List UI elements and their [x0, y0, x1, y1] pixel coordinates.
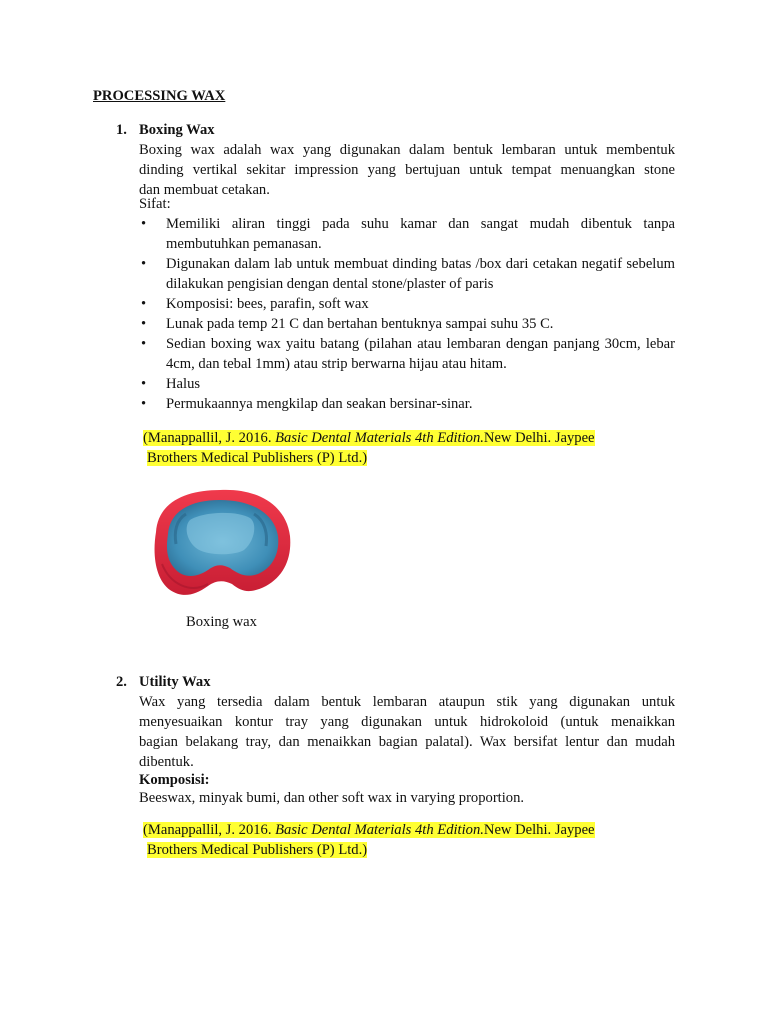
description-line: Boxing wax adalah wax yang digunakan dalam bentuk lembaran untuk membentuk	[139, 142, 675, 158]
komposisi-text: Beeswax, minyak bumi, dan other soft wax in varying proportion.	[139, 790, 525, 806]
boxing-wax-image	[146, 484, 294, 602]
section-2-number: 2.	[116, 674, 127, 690]
description-line: dibentuk.	[139, 754, 194, 770]
section-2-title: Utility Wax	[139, 674, 211, 690]
list-item: • Komposisi: bees, parafin, soft wax	[141, 296, 369, 312]
komposisi-label: Komposisi:	[139, 772, 210, 788]
figure-caption: Boxing wax	[186, 614, 257, 630]
sifat-list	[139, 214, 675, 414]
description-line: menyesuaikan kontur tray yang digunakan untuk hidrokoloid (untuk menaikkan	[139, 714, 675, 730]
section-1-number: 1.	[116, 122, 127, 138]
description-line: Wax yang tersedia dalam bentuk lembaran ataupun stik yang digunakan untuk	[139, 694, 675, 710]
description-line: dan membuat cetakan.	[139, 182, 270, 198]
list-item: • Permukaannya mengkilap dan seakan bersinar-sinar.	[141, 396, 473, 412]
citation-2: (Manappallil, J. 2016. Basic Dental Materials 4th Edition.New Delhi. Jaypee Brothers Medical Publishers (P) Ltd.)	[143, 822, 595, 858]
list-item: • Memiliki aliran tinggi pada suhu kamar dan sangat mudah dibentuk tanpa membutuhkan pemanasan.	[141, 216, 675, 252]
section-1-title: Boxing Wax	[139, 122, 215, 138]
page-heading: PROCESSING WAX	[93, 88, 226, 104]
section-1-description	[139, 140, 675, 200]
description-line: bagian belakang tray, dan menaikkan bagian palatal). Wax bersifat lentur dan mudah	[139, 734, 675, 750]
description-line: dinding vertikal sekitar impression yang bertujuan untuk tempat menuangkan stone	[139, 162, 675, 178]
list-item: • Sedian boxing wax yaitu batang (pilahan atau lembaran dengan panjang 30cm, lebar 4cm, dan tebal 1mm) atau strip berwarna hijau atau hitam.	[141, 336, 675, 372]
sifat-label: Sifat:	[139, 196, 171, 212]
list-item: • Lunak pada temp 21 C dan bertahan bentuknya sampai suhu 35 C.	[141, 316, 554, 332]
list-item: • Halus	[141, 376, 201, 392]
list-item: • Digunakan dalam lab untuk membuat dinding batas /box dari cetakan negatif sebelum dilakukan pengisian dengan dental stone/plaster of paris	[141, 256, 675, 292]
section-2-description	[139, 692, 675, 772]
citation-1: (Manappallil, J. 2016. Basic Dental Materials 4th Edition.New Delhi. Jaypee Brothers Medical Publishers (P) Ltd.)	[143, 430, 595, 466]
